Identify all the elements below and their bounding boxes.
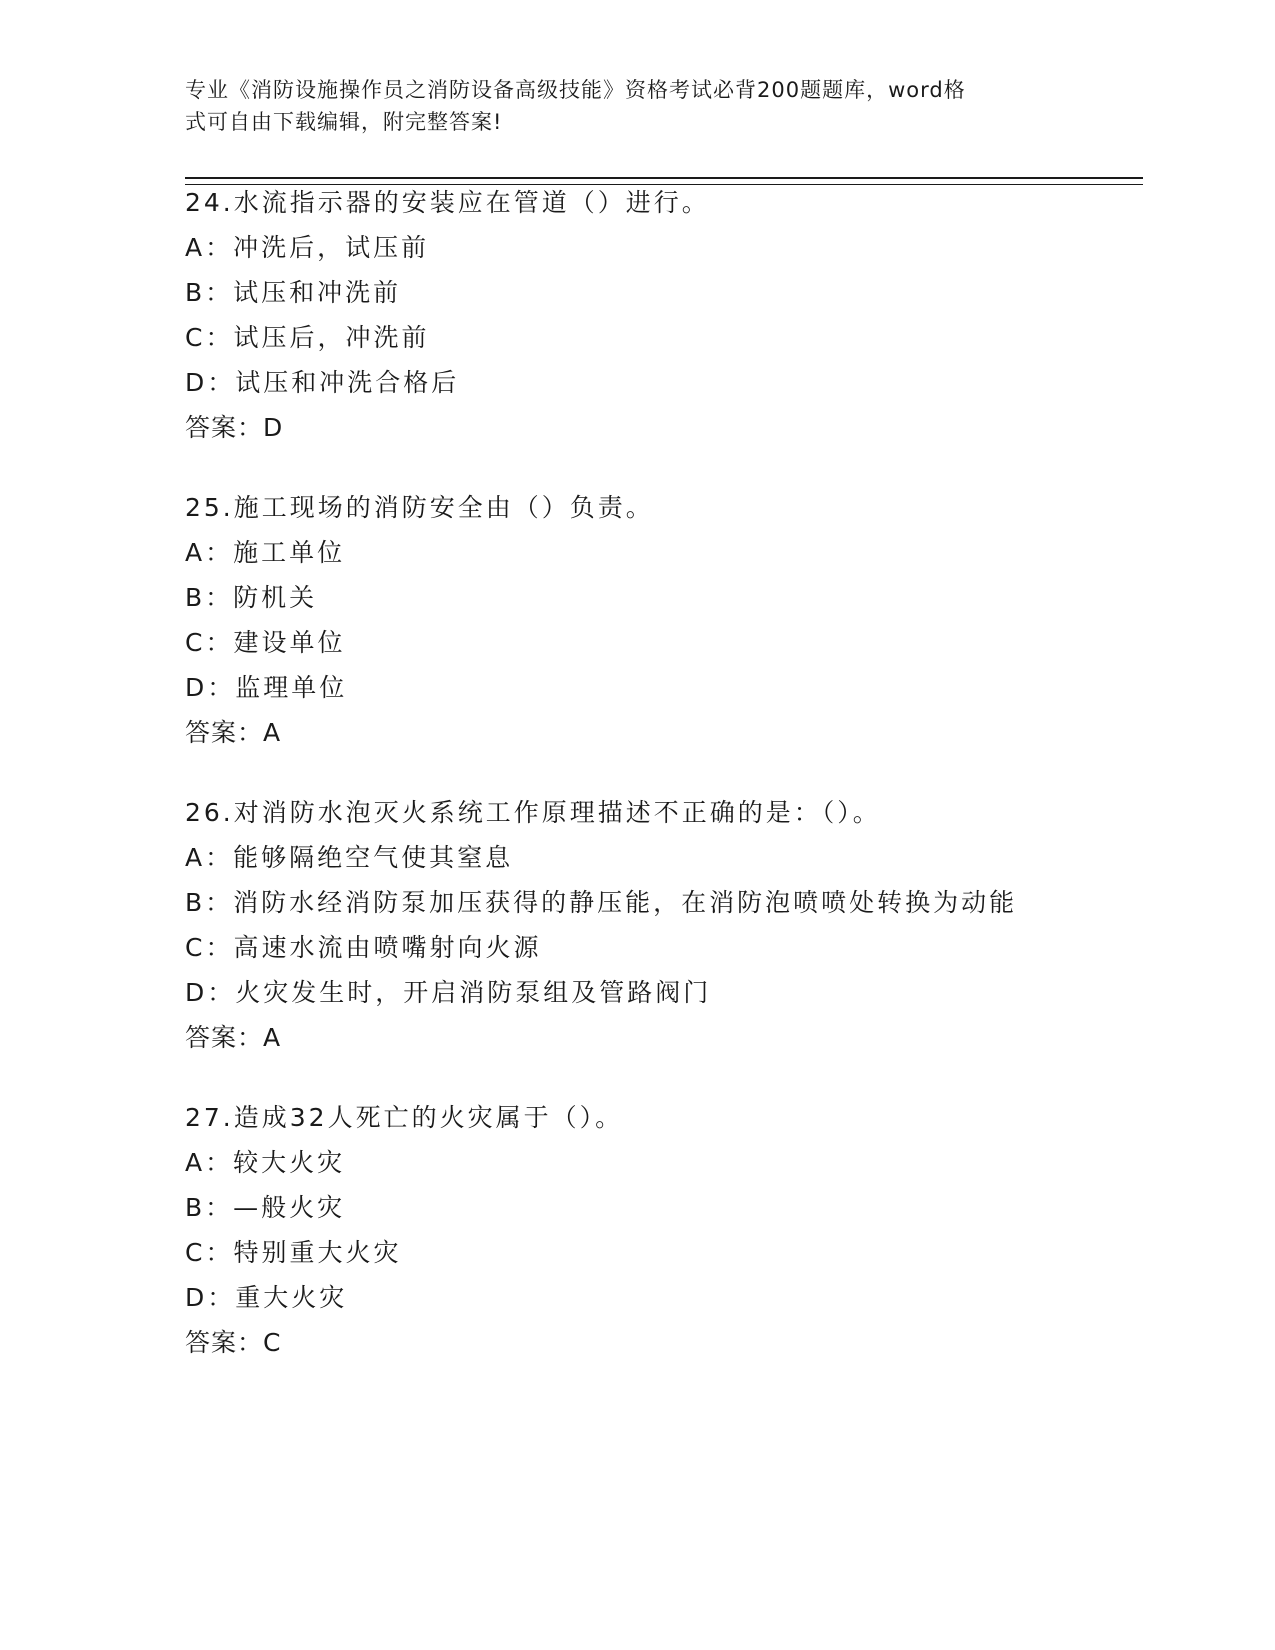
document-header [185,74,1045,138]
question-stem: 27.造成32人死亡的火灾属于（）。 [185,1103,624,1132]
answer: 答案：A [185,718,282,747]
question-stem: 25.施工现场的消防安全由（）负责。 [185,493,654,522]
answer: 答案：A [185,1023,282,1052]
answer: 答案：C [185,1328,282,1357]
option-d: D：试压和冲洗合格后 [185,368,460,397]
question-stem: 24.水流指示器的安装应在管道（）进行。 [185,188,710,217]
question-stem: 26.对消防水泡灭火系统工作原理描述不正确的是：（）。 [185,798,881,827]
option-d: D：重大火灾 [185,1283,348,1312]
option-a: A：较大火灾 [185,1148,346,1177]
option-c: C：特别重大火灾 [185,1238,402,1267]
question-24 [185,180,1145,450]
option-b: B：试压和冲洗前 [185,278,402,307]
option-a: A：能够隔绝空气使其窒息 [185,843,514,872]
question-27 [185,1095,1145,1365]
option-a: A：冲洗后，试压前 [185,233,430,262]
option-d: D：监理单位 [185,673,348,702]
answer: 答案：D [185,413,284,442]
option-b: B：消防水经消防泵加压获得的静压能，在消防泡喷喷处转换为动能 [185,888,1018,917]
option-b: B：—般火灾 [185,1193,346,1222]
question-25 [185,485,1145,755]
option-b: B：防机关 [185,583,318,612]
header-line-1: 专业《消防设施操作员之消防设备高级技能》资格考试必背200题题库，word格 [185,78,966,102]
header-line-2: 式可自由下载编辑，附完整答案! [185,110,503,134]
option-c: C：试压后，冲洗前 [185,323,430,352]
option-c: C：高速水流由喷嘴射向火源 [185,933,542,962]
option-c: C：建设单位 [185,628,346,657]
option-a: A：施工单位 [185,538,346,567]
option-d: D：火灾发生时，开启消防泵组及管路阀门 [185,978,712,1007]
question-26 [185,790,1145,1060]
